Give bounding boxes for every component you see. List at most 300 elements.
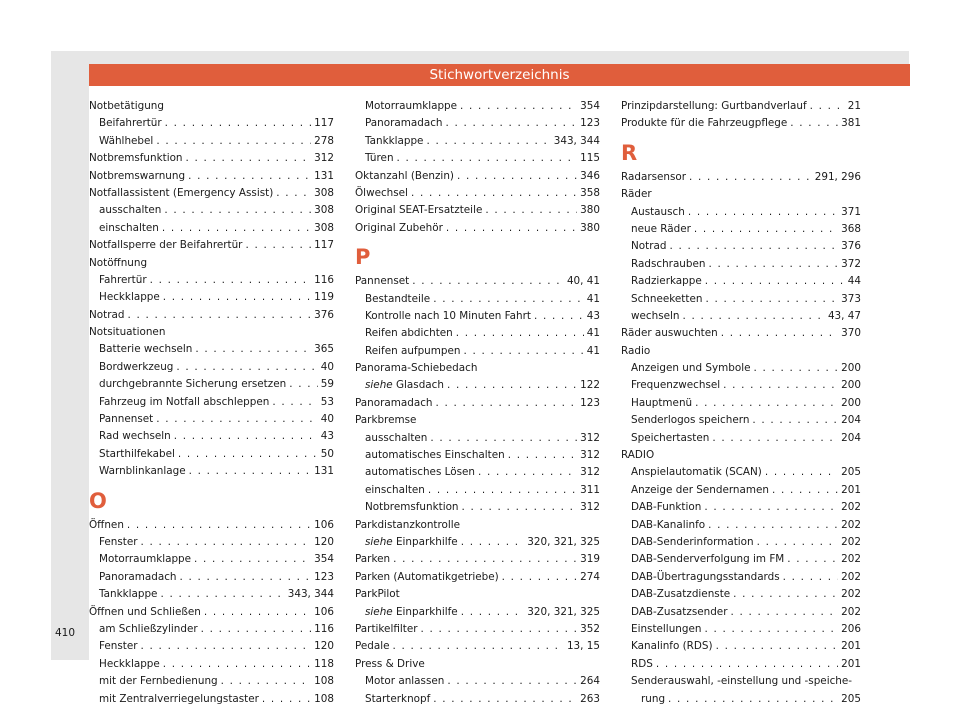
index-entry-text: einschalten <box>365 483 425 496</box>
index-heading: Press & Drive <box>355 657 425 670</box>
index-entry-text: Beifahrertür <box>99 117 162 130</box>
index-entry-term <box>99 656 160 673</box>
page-number: 410 <box>55 627 76 639</box>
index-entry <box>621 308 861 325</box>
index-entry-page: 358 <box>580 186 600 199</box>
index-entry-text: Austausch <box>631 205 685 218</box>
index-entry <box>89 185 334 202</box>
index-entry <box>621 569 861 586</box>
index-entry-term <box>365 308 531 325</box>
section-letter: P <box>355 245 371 270</box>
dot-leader <box>705 291 838 308</box>
dot-leader <box>765 464 838 481</box>
see-reference: siehe <box>365 535 393 548</box>
index-entry-text: Frequenzwechsel <box>631 379 721 392</box>
index-entry-term <box>631 499 701 516</box>
index-entry-page: 371 <box>841 205 861 218</box>
index-entry-page: 312 <box>314 152 334 165</box>
index-entry-page: 370 <box>841 327 861 340</box>
dot-leader <box>430 430 577 447</box>
dot-leader <box>478 464 577 481</box>
dot-leader <box>180 569 312 586</box>
index-entry <box>355 98 600 115</box>
index-entry-text: Fenster <box>99 640 138 653</box>
dot-leader <box>752 412 838 429</box>
index-entry-page: 264 <box>580 675 600 688</box>
index-entry-term <box>355 202 482 219</box>
index-entry <box>355 482 600 499</box>
index-entry-page: 343, 344 <box>553 134 600 147</box>
index-entry-term <box>89 517 124 534</box>
dot-leader <box>695 395 838 412</box>
index-entry-term <box>99 586 157 603</box>
index-entry <box>621 604 861 621</box>
index-entry-page: 368 <box>841 222 861 235</box>
index-entry-text: Anspielautomatik (SCAN) <box>631 466 762 479</box>
index-entry <box>89 202 334 219</box>
index-entry-text: Notrad <box>631 240 667 253</box>
index-entry-text: Senderlogos speichern <box>631 414 750 427</box>
index-entry-page: 120 <box>314 640 334 653</box>
index-entry <box>621 98 861 115</box>
index-entry-page: 380 <box>580 204 600 217</box>
index-entry-term <box>365 604 458 621</box>
index-entry-term <box>631 204 685 221</box>
index-entry-term <box>89 150 183 167</box>
index-entry-term <box>631 621 701 638</box>
index-entry-term <box>631 464 762 481</box>
index-entry-term <box>355 185 408 202</box>
index-heading: Senderauswahl, -einstellung und -speiche- <box>631 675 853 688</box>
index-entry-text: Öffnen <box>89 518 124 531</box>
index-entry-term <box>99 133 153 150</box>
index-entry-page: 308 <box>314 221 334 234</box>
index-entry-term <box>99 341 192 358</box>
index-entry <box>621 430 861 447</box>
index-entry-term <box>355 395 433 412</box>
index-entry <box>89 656 334 673</box>
page-title: Stichwortverzeichnis <box>89 64 910 86</box>
index-entry-text: DAB-Senderinformation <box>631 535 754 548</box>
index-entry-term <box>355 638 390 655</box>
index-entry <box>621 204 861 221</box>
index-entry-page: 201 <box>841 640 861 653</box>
index-entry-page: 376 <box>841 240 861 253</box>
index-entry-page: 354 <box>580 100 600 112</box>
index-entry-term <box>355 551 390 568</box>
index-entry-term <box>99 428 171 445</box>
dot-leader <box>428 482 577 499</box>
index-entry <box>89 586 334 603</box>
index-entry-text: Original Zubehör <box>355 221 443 234</box>
index-entry-page: 119 <box>314 291 334 304</box>
index-entry-term <box>355 569 499 586</box>
index-entry-text: durchgebrannte Sicherung ersetzen <box>99 378 287 391</box>
dot-leader <box>194 551 311 568</box>
index-entry-text: Reifen aufpumpen <box>365 344 461 357</box>
index-heading: Räder <box>621 188 652 201</box>
index-entry-page: 206 <box>841 622 861 635</box>
index-entry <box>355 691 600 708</box>
index-heading: Panorama-Schiebedach <box>355 362 478 375</box>
index-entry-text: Kanalinfo (RDS) <box>631 640 713 653</box>
index-entry-page: 106 <box>314 605 334 618</box>
index-entry-term <box>99 411 153 428</box>
index-entry <box>89 428 334 445</box>
index-entry-page: 108 <box>314 675 334 688</box>
index-entry <box>89 569 334 586</box>
index-entry-page: 263 <box>580 692 600 705</box>
index-entry-term <box>631 291 702 308</box>
index-entry <box>355 673 600 690</box>
dot-leader <box>174 428 318 445</box>
index-entry-text: Notbremsfunktion <box>365 501 459 514</box>
index-entry <box>355 325 600 342</box>
index-entry-page: 372 <box>841 257 861 270</box>
dot-leader <box>708 517 838 534</box>
index-entry <box>621 534 861 551</box>
index-heading: Notbetätigung <box>89 100 164 112</box>
index-entry-page: 117 <box>314 239 334 252</box>
dot-leader <box>150 272 312 289</box>
index-entry-page: 200 <box>841 362 861 375</box>
index-entry <box>89 691 334 708</box>
index-entry-text: Heckklappe <box>99 657 160 670</box>
index-entry-text: Panoramadach <box>365 117 443 130</box>
index-entry-text: ausschalten <box>365 431 428 444</box>
index-entry <box>89 673 334 690</box>
index-entry <box>89 220 334 237</box>
index-heading: Parkbremse <box>355 414 417 427</box>
index-entry <box>355 220 600 237</box>
index-entry-page: 320, 321, 325 <box>527 535 600 548</box>
index-entry-term <box>365 673 444 690</box>
index-entry-text: Motor anlassen <box>365 675 445 688</box>
index-entry <box>89 534 334 551</box>
dot-leader <box>461 604 525 621</box>
index-entry-text: Radzierkappe <box>631 275 702 288</box>
dot-leader <box>186 150 312 167</box>
dot-leader <box>688 204 838 221</box>
index-entry <box>89 446 334 463</box>
index-entry-term <box>631 569 780 586</box>
index-entry-term <box>641 691 665 708</box>
index-column-1 <box>89 98 334 708</box>
index-entry-term <box>355 220 443 237</box>
index-entry-page: 43 <box>586 309 600 322</box>
dot-leader <box>127 517 311 534</box>
dot-leader <box>141 534 312 551</box>
index-entry <box>89 289 334 306</box>
index-entry-term <box>365 115 443 132</box>
index-entry <box>355 551 600 568</box>
index-entry-text: automatisches Lösen <box>365 466 476 479</box>
dot-leader <box>164 202 311 219</box>
index-entry-term <box>99 289 160 306</box>
index-entry-text: Partikelfilter <box>355 622 418 635</box>
index-column-3 <box>621 98 861 708</box>
index-entry-term <box>631 377 720 394</box>
index-entry-page: 202 <box>841 518 861 531</box>
index-entry-page: 115 <box>580 152 600 165</box>
index-entry-text: DAB-Kanalinfo <box>631 518 706 531</box>
index-entry-page: 21 <box>847 100 861 112</box>
index-entry-text: Radschrauben <box>631 257 706 270</box>
dot-leader <box>160 586 284 603</box>
index-entry-term <box>621 98 807 115</box>
index-heading: Notsituationen <box>89 326 166 339</box>
index-entry-term <box>631 517 705 534</box>
dot-leader <box>446 220 577 237</box>
index-entry <box>355 273 600 290</box>
index-entry-text: Kontrolle nach 10 Minuten Fahrt <box>365 309 531 322</box>
index-entry-term <box>365 98 457 115</box>
dot-leader <box>668 691 838 708</box>
index-entry-text: neue Räder <box>631 222 691 235</box>
index-entry-term <box>355 168 454 185</box>
index-entry-page: 40 <box>320 413 334 426</box>
index-entry-term <box>631 430 709 447</box>
index-entry-page: 44 <box>847 275 861 288</box>
index-entry <box>89 376 334 393</box>
index-entry-page: 108 <box>314 692 334 705</box>
index-entry <box>621 482 861 499</box>
index-entry-text: Anzeige der Sendernamen <box>631 483 769 496</box>
index-entry-page: 106 <box>314 518 334 531</box>
index-entry-text: Fenster <box>99 535 138 548</box>
index-entry <box>355 430 600 447</box>
dot-leader <box>156 411 318 428</box>
index-entry-page: 204 <box>841 431 861 444</box>
dot-leader <box>262 691 311 708</box>
dot-leader <box>704 499 838 516</box>
index-entry-text: RDS <box>631 657 653 670</box>
index-entry-term <box>631 482 769 499</box>
dot-leader <box>189 463 312 480</box>
index-entry-term <box>99 220 159 237</box>
index-entry-text: Ölwechsel <box>355 186 408 199</box>
index-entry <box>355 395 600 412</box>
dot-leader <box>276 185 311 202</box>
dot-leader <box>447 377 577 394</box>
index-entry-text: Notrad <box>89 308 125 321</box>
index-entry-text: Panoramadach <box>99 570 177 583</box>
dot-leader <box>162 220 311 237</box>
dot-leader <box>730 604 838 621</box>
index-entry-text: Starthilfekabel <box>99 447 175 460</box>
index-entry-text: Fahrzeug im Notfall abschleppen <box>99 395 270 408</box>
index-entry-page: 346 <box>580 169 600 182</box>
dot-leader <box>163 289 311 306</box>
index-entry <box>621 169 861 186</box>
index-column-2 <box>355 98 600 708</box>
index-entry-term <box>365 325 453 342</box>
dot-leader <box>721 325 838 342</box>
index-entry-term <box>99 376 286 393</box>
index-entry-text: Glasdach <box>395 379 444 392</box>
index-entry <box>355 115 600 132</box>
dot-leader <box>787 551 838 568</box>
index-entry-text: Starterknopf <box>365 692 431 705</box>
index-entry-term <box>631 256 705 273</box>
section-letter: O <box>89 488 107 513</box>
index-heading: Radio <box>621 344 651 357</box>
index-entry <box>621 395 861 412</box>
index-entry-page: 53 <box>320 395 334 408</box>
index-entry-page: 352 <box>580 622 600 635</box>
dot-leader <box>704 621 838 638</box>
index-entry <box>89 517 334 534</box>
index-entry <box>89 411 334 428</box>
index-entry-text: Notbremsfunktion <box>89 152 183 165</box>
index-entry-page: 41 <box>586 327 600 340</box>
index-entry <box>89 604 334 621</box>
dot-leader <box>689 169 812 186</box>
index-entry <box>621 291 861 308</box>
index-entry-term <box>631 412 749 429</box>
index-entry-text: Fahrertür <box>99 273 147 286</box>
index-entry-text: mit Zentralverriegelungstaster <box>99 692 259 705</box>
dot-leader <box>433 291 584 308</box>
index-entry <box>621 517 861 534</box>
index-entry <box>355 133 600 150</box>
index-entry-text: Tankklappe <box>99 588 158 601</box>
index-entry <box>89 341 334 358</box>
index-entry-text: DAB-Zusatzsender <box>631 605 728 618</box>
index-entry-text: Notbremswarnung <box>89 169 186 182</box>
see-reference: siehe <box>365 379 393 392</box>
index-entry-page: 131 <box>314 465 334 478</box>
index-entry-text: Produkte für die Fahrzeugpflege <box>621 117 788 130</box>
dot-leader <box>433 691 577 708</box>
index-entry-page: 319 <box>580 553 600 566</box>
index-entry <box>621 656 861 673</box>
index-entry-page: 380 <box>580 221 600 234</box>
index-entry-term <box>99 691 259 708</box>
index-entry-text: Warnblinkanlage <box>99 465 186 478</box>
index-entry <box>621 551 861 568</box>
dot-leader <box>163 656 311 673</box>
index-entry-page: 202 <box>841 588 861 601</box>
dot-leader <box>156 133 311 150</box>
index-entry <box>89 115 334 132</box>
dot-leader <box>447 673 577 690</box>
index-entry-term <box>631 551 784 568</box>
dot-leader <box>534 308 584 325</box>
index-entry-text: Motorraumklappe <box>99 553 192 566</box>
dot-leader <box>393 638 564 655</box>
index-entry-page: 116 <box>314 622 334 635</box>
index-entry-page: 50 <box>320 447 334 460</box>
index-entry <box>355 604 600 621</box>
index-entry-text: Panoramadach <box>355 396 433 409</box>
index-entry-term <box>99 115 162 132</box>
index-entry <box>89 359 334 376</box>
dot-leader <box>753 360 838 377</box>
index-entry-page: 376 <box>314 308 334 321</box>
index-entry-text: Notfallassistent (Emergency Assist) <box>89 186 274 199</box>
index-entry-term <box>99 638 138 655</box>
index-entry-text: Einparkhilfe <box>395 605 458 618</box>
index-entry-page: 43, 47 <box>827 309 861 322</box>
index-entry-term <box>365 464 475 481</box>
dot-leader <box>426 133 550 150</box>
index-heading: RADIO <box>621 449 655 462</box>
dot-leader <box>201 621 312 638</box>
dot-leader <box>397 150 578 167</box>
index-entry-page: 123 <box>580 117 600 130</box>
index-entry-term <box>631 360 750 377</box>
index-entry-term <box>365 430 427 447</box>
index-entry <box>621 412 861 429</box>
index-entry-term <box>631 221 691 238</box>
index-entry <box>355 638 600 655</box>
index-entry-page: 202 <box>841 535 861 548</box>
index-heading: ParkPilot <box>355 588 400 601</box>
index-entry-term <box>631 586 730 603</box>
index-entry-page: 40, 41 <box>566 275 600 288</box>
index-entry <box>355 569 600 586</box>
section-letter: R <box>621 140 638 165</box>
dot-leader <box>393 551 577 568</box>
dot-leader <box>733 586 838 603</box>
index-entry-term <box>365 377 444 394</box>
dot-leader <box>508 447 577 464</box>
index-entry <box>621 273 861 290</box>
index-entry-page: 13, 15 <box>566 640 600 653</box>
index-entry-page: 278 <box>314 134 334 147</box>
index-entry-term <box>99 359 173 376</box>
index-entry-page: 120 <box>314 535 334 548</box>
dot-leader <box>221 673 312 690</box>
index-entry-term <box>621 169 686 186</box>
index-entry-text: Prinzipdarstellung: Gurtbandverlauf <box>621 100 807 112</box>
dot-leader <box>669 238 838 255</box>
index-entry-term <box>99 463 186 480</box>
index-entry-term <box>631 656 653 673</box>
dot-leader <box>178 446 318 463</box>
index-entry-text: Öffnen und Schließen <box>89 605 201 618</box>
index-entry <box>89 168 334 185</box>
index-entry-page: 202 <box>841 553 861 566</box>
index-entry <box>621 464 861 481</box>
index-entry-text: ausschalten <box>99 204 162 217</box>
index-entry-text: Parken <box>355 553 391 566</box>
index-entry-term <box>365 343 460 360</box>
index-entry <box>89 307 334 324</box>
dot-leader <box>716 638 839 655</box>
index-entry-term <box>631 273 702 290</box>
dot-leader <box>195 341 311 358</box>
dot-leader <box>656 656 838 673</box>
index-entry <box>621 377 861 394</box>
index-entry-term <box>631 604 727 621</box>
dot-leader <box>682 308 824 325</box>
index-entry-text: Speichertasten <box>631 431 710 444</box>
index-entry-page: 202 <box>841 605 861 618</box>
index-entry-term <box>99 446 175 463</box>
dot-leader <box>176 359 317 376</box>
index-entry-text: rung <box>641 692 666 705</box>
index-entry-term <box>89 604 201 621</box>
index-entry-page: 205 <box>841 466 861 479</box>
index-entry-text: DAB-Senderverfolgung im FM <box>631 553 785 566</box>
index-entry <box>621 256 861 273</box>
index-entry-text: Heckklappe <box>99 291 160 304</box>
index-entry-page: 41 <box>586 292 600 305</box>
index-entry-term <box>99 621 198 638</box>
dot-leader <box>457 168 577 185</box>
